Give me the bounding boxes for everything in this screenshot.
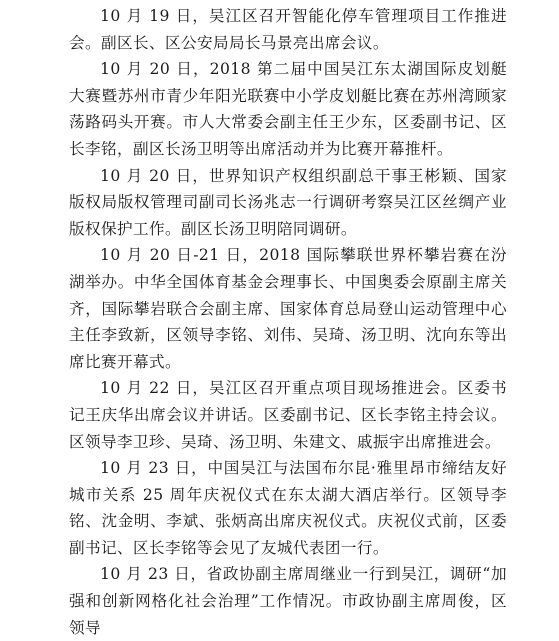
news-paragraph: 10 月 22 日，吴江区召开重点项目现场推进会。区委书记王庆华出席会议并讲话。区委副书记、区长李铭主持会议。区领导李卫珍、吴琦、汤卫明、朱建文、戚振宇出席推进会。 [69, 379, 507, 451]
news-paragraph: 10 月 23 日，中国吴江与法国布尔昆·雅里昂市缔结友好城市关系 25 周年庆祝仪式在东太湖大酒店举行。区领导李铭、沈金明、李斌、张炳高出席庆祝仪式。庆祝仪式前，区委副书记、区长李铭等会见了友城代表团一行。 [69, 459, 507, 557]
news-paragraph: 10 月 20 日，2018 第二届中国吴江东太湖国际皮划艇大赛暨苏州市青少年阳光联赛中小学皮划艇比赛在苏州湾顾家荡路码头开赛。市人大常委会副主任王少东，区委副书记、区长李铭，副区长汤卫明等出席活动并为比赛开幕推杆。 [69, 60, 507, 158]
news-paragraph: 10 月 20 日，世界知识产权组织副总干事王彬颖、国家版权局版权管理司副司长汤兆志一行调研考察吴江区丝绸产业版权保护工作。副区长汤卫明陪同调研。 [69, 166, 507, 238]
news-paragraph: 10 月 23 日，省政协副主席周继业一行到吴江，调研“加强和创新网格化社会治理”工作情况。市政协副主席周俊，区领导 [69, 565, 507, 637]
news-paragraph: 10 月 19 日，吴江区召开智能化停车管理项目工作推进会。副区长、区公安局局长马景亮出席会议。 [69, 7, 507, 52]
document-body [69, 3, 507, 641]
news-paragraph: 10 月 20 日-21 日，2018 国际攀联世界杯攀岩赛在汾湖举办。中华全国体育基金会理事长、中国奥委会原副主席关齐，国际攀岩联合会副主席、国家体育总局登山运动管理中心主任李致新，区领导李铭、刘伟、吴琦、汤卫明、沈向东等出席比赛开幕式。 [69, 246, 507, 371]
